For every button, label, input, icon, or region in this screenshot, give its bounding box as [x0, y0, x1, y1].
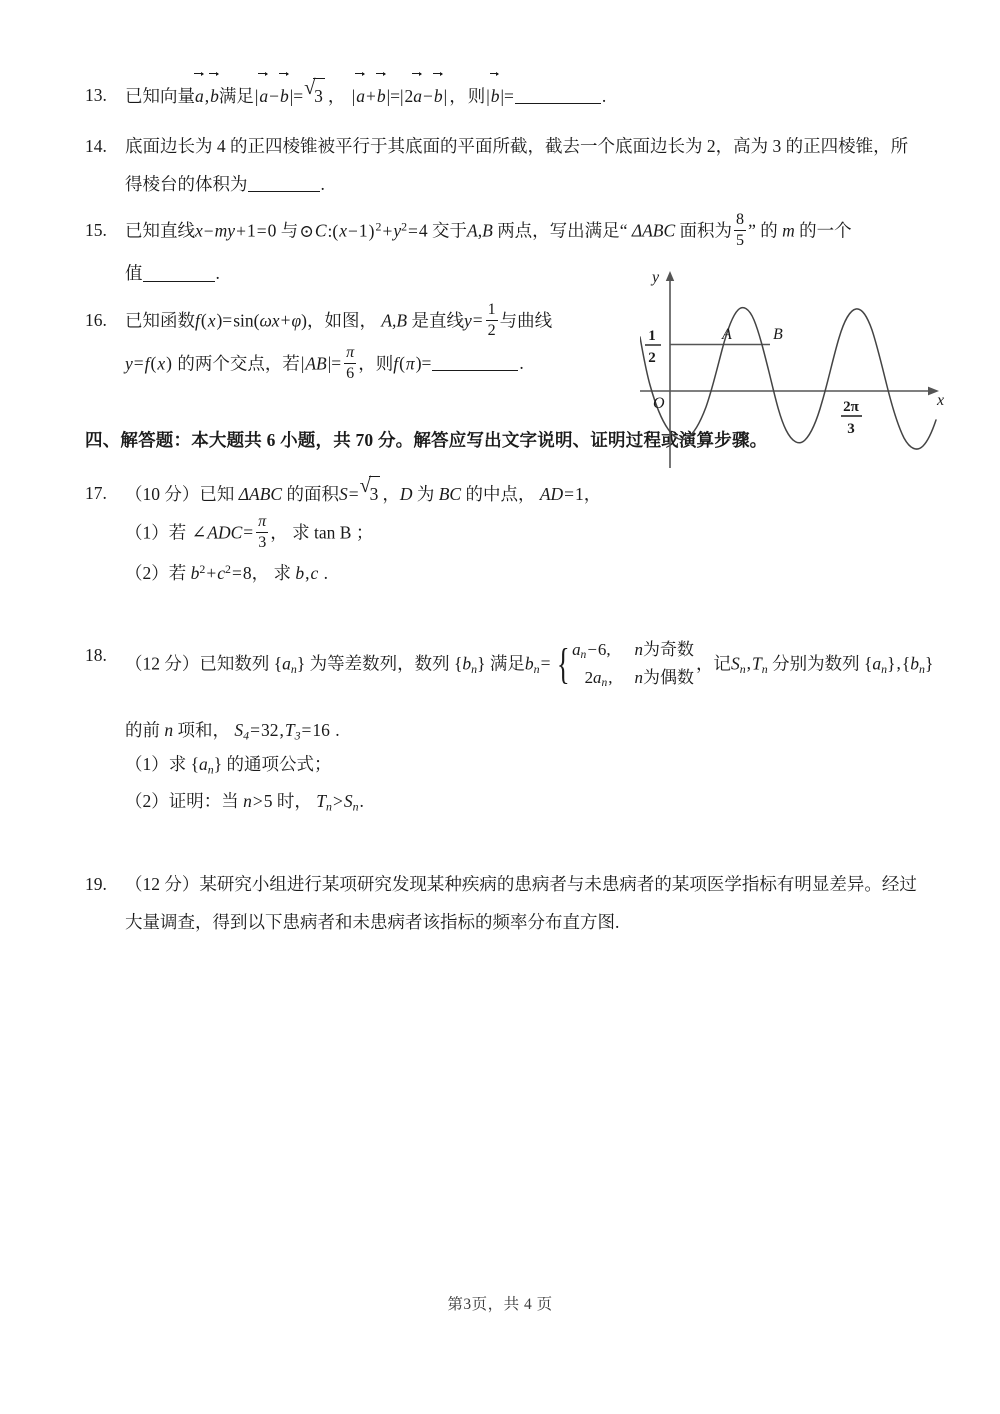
question-14-number: 14.: [85, 136, 107, 157]
q16-points: A,B: [381, 310, 408, 331]
y-half-numerator: 1: [648, 328, 656, 344]
question-19-number: 19.: [85, 873, 107, 894]
vector-a-icon: a: [195, 78, 204, 113]
q15-answer-blank[interactable]: [143, 263, 215, 282]
question-19: [85, 867, 940, 901]
q15-triangle: ΔABC: [631, 220, 676, 241]
q13-answer-blank[interactable]: [515, 86, 601, 105]
point-b-label: B: [773, 326, 783, 343]
q15-with: 与: [280, 220, 299, 241]
question-18-part-2: （2）证明：当 n>5 时， $T_n>S_n$.: [125, 791, 364, 814]
q18-score: （12 分）: [125, 653, 200, 674]
q16-and-curve: 与曲线: [499, 310, 553, 331]
question-17-number: 17.: [85, 482, 107, 503]
question-16-body: 已知函数f(x)=sin(ωx+φ)，如图， A,B 是直线y= $\frac{1}{2}$ 与曲线: [125, 300, 553, 339]
question-18-number: 18.: [85, 644, 107, 665]
question-17-part-1: （1）若 ∠ADC= $\frac{\pi}{3}$ ， 求 tan B ；: [125, 512, 374, 551]
q15-area-label: 面积为: [679, 220, 733, 241]
q14-line1: 底面边长为 4 的正四棱锥被平行于其底面的平面所截，截去一个底面边长为 2，高为 3 的正四棱锥，所: [125, 136, 909, 157]
y-axis-label: y: [652, 269, 660, 286]
q16-two-int: 的两个交点，若: [177, 353, 300, 374]
section-heading-four: 四、解答题：本大题共 6 小题，共 70 分。解答应写出文字说明、证明过程或演算步骤。: [85, 429, 768, 450]
question-15: [85, 213, 940, 252]
question-13: [85, 78, 940, 113]
q16-is-line: 是直线: [411, 310, 464, 331]
y-half-denominator: 2: [648, 350, 656, 366]
question-14-line2: 得棱台的体积为 .: [125, 174, 325, 195]
page-footer: 第3页，共 4 页: [447, 1296, 553, 1313]
q13-satisfy: 满足: [218, 86, 254, 106]
q16-ab-fraction: $\frac{\pi}{6}$: [346, 343, 355, 382]
q13-then: 则: [467, 86, 486, 106]
origin-label: O: [653, 395, 665, 412]
q15-value-label: 值: [125, 263, 143, 284]
q15-area-fraction: $\frac{8}{5}$: [736, 211, 745, 250]
sine-curve-figure: [640, 268, 950, 473]
question-18-line2: 的前 n 项和， $S_4=32,T_3=16$ .: [125, 719, 340, 743]
q17-sqrt-3: √ 3: [360, 476, 383, 511]
q19-score: （12 分）: [125, 873, 200, 894]
y-axis-arrow-icon: [666, 271, 674, 281]
question-15-body: 已知直线x−my+1=0 与$⊙C:(x-1)^2+y^2=4$ 交于A,B 两点，写出满足“ ΔABC 面积为 $\frac{8}{5}$ ” 的 m 的一个: [125, 211, 852, 250]
question-19-body: [125, 867, 940, 901]
question-14: [85, 129, 940, 163]
question-13-number: 13.: [85, 85, 107, 105]
q17-score: （10 分）: [125, 483, 200, 504]
q16-answer-blank[interactable]: [432, 353, 518, 372]
q15-two-points: 两点，写出满足: [497, 220, 620, 241]
q19-line1: 某研究小组进行某项研究发现某种疾病的患病者与未患病者的某项医学指标有明显差异。经过: [199, 873, 917, 894]
question-17: [85, 476, 940, 511]
question-16-line2: y=f(x) 的两个交点，若|AB|= $\frac{\pi}{6}$ ，则f(π)= .: [125, 343, 524, 382]
x-tick-numerator: 2π: [843, 399, 859, 415]
question-19-line2: 大量调查，得到以下患病者和未患病者该指标的频率分布直方图.: [125, 911, 620, 932]
q16-then: ，则: [358, 353, 394, 374]
x-axis-label: x: [937, 392, 945, 409]
q14-line2-prefix: 得棱台的体积为: [125, 174, 248, 195]
question-13-body: 已知向量a,b满足|a−b|= √ 3 ， |a+b|=|2a−b| ，则|b|= .: [125, 78, 940, 113]
question-15-line2: 值 .: [125, 263, 220, 284]
q18-piecewise-cases: { $a_n-6$, n为奇数 $2a_n$, n为偶数: [557, 640, 694, 689]
q16-lead: 已知函数: [125, 310, 195, 331]
q16-half-fraction: $\frac{1}{2}$: [487, 300, 496, 339]
question-18-body: （12 分）已知数列 $\{a_n\}$ 为等差数列，数列 $\{b_n\}$ 满足$b_n=$ { $a_n-6$, n为奇数 $2a_n$, n为偶数 ，记$S_n,T_n$ 分别为数列 $\{a_n\},\{b_n\}$: [125, 638, 940, 693]
question-18: [85, 638, 940, 693]
vector-b-icon: b: [210, 78, 219, 113]
q15-points: A,B: [467, 220, 493, 241]
question-16-number: 16.: [85, 309, 107, 330]
question-15-number: 15.: [85, 220, 107, 241]
sqrt-3: √ 3: [304, 78, 327, 113]
q14-answer-blank[interactable]: [248, 174, 320, 193]
question-17-body: （10 分）已知 ΔABC 的面积S= √ 3 ，D 为 BC 的中点， AD=1，: [125, 476, 940, 511]
point-a-label: A: [722, 326, 732, 343]
q15-intersect: 交于: [432, 220, 468, 241]
question-17-part-2: （2）若 $b^2+c^2=8$， 求 b,c .: [125, 561, 328, 583]
question-14-body: [125, 129, 940, 163]
q17-pi-over-3: $\frac{\pi}{3}$: [258, 512, 267, 551]
q15-lead: 已知直线: [125, 220, 195, 241]
page-content: [85, 78, 940, 939]
question-18-part-1: （1）求 $\{a_n\}$ 的通项公式；: [125, 754, 332, 777]
q16-as-shown: ，如图，: [306, 310, 377, 331]
sine-curve-path: [640, 308, 936, 449]
q13-lead: 已知向量: [125, 86, 195, 106]
x-tick-denominator: 3: [847, 421, 855, 437]
